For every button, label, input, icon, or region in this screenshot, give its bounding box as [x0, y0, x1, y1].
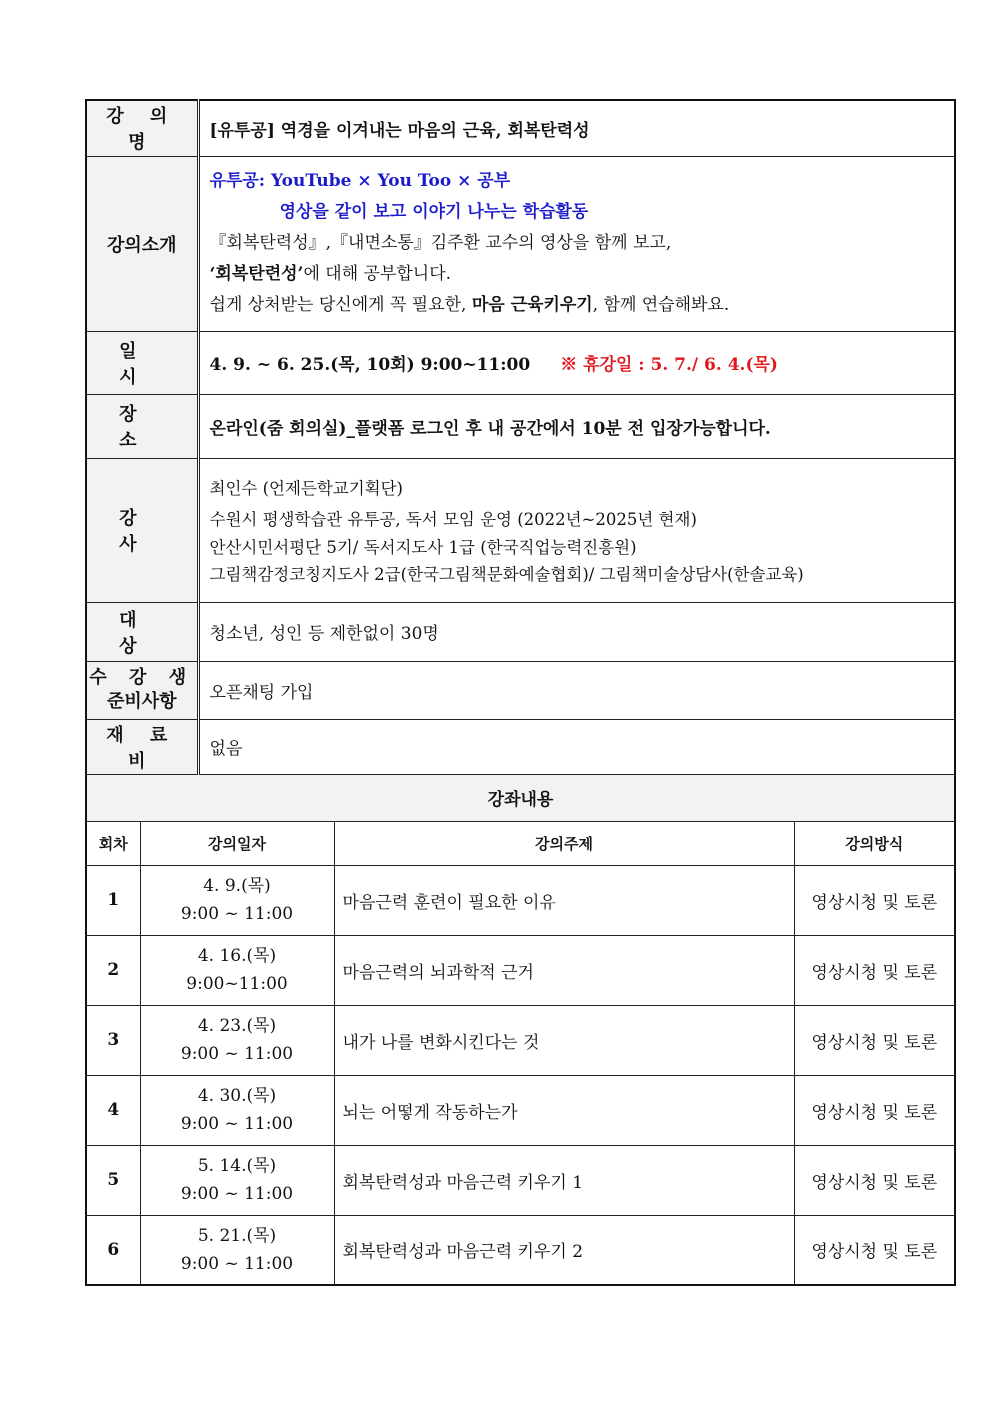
session-date-time: 9:00 ~ 11:00	[180, 1114, 294, 1134]
prep-value: 오픈채팅 가입	[198, 661, 955, 719]
intro-line-study-text: 에 대해 공부합니다.	[303, 264, 452, 284]
session-topic: 회복탄력성과 마음근력 키우기 2	[334, 1215, 794, 1285]
session-date-day: 5. 21.(목)	[197, 1225, 277, 1246]
place-value: 온라인(줌 회의실)_플랫폼 로그인 후 내 공간에서 10분 전 입장가능합니다.	[198, 394, 955, 458]
session-topic: 뇌는 어떻게 작동하는가	[334, 1075, 794, 1145]
session-no: 6	[86, 1215, 140, 1285]
intro-practice-a: 쉽게 상처받는 당신에게 꼭 필요한,	[209, 295, 472, 315]
session-date-time: 9:00 ~ 11:00	[180, 1253, 294, 1274]
session-topic: 마음근력 훈련이 필요한 이유	[334, 865, 794, 935]
session-date-time: 9:00~11:00	[186, 974, 288, 994]
session-date	[140, 935, 334, 1005]
label-schedule: 일 시	[86, 331, 198, 394]
label-fee: 재 료 비	[86, 719, 198, 774]
row-target	[86, 602, 955, 661]
header-topic: 강의주제	[334, 821, 794, 865]
intro-line-youtube: 유투공: YouTube × You Too × 공부	[209, 171, 511, 191]
row-fee	[86, 719, 955, 774]
session-date-day: 4. 23.(목)	[197, 1016, 277, 1036]
label-prep-line1: 수 강 생	[89, 667, 195, 688]
session-no: 4	[86, 1075, 140, 1145]
target-value: 청소년, 성인 등 제한없이 30명	[198, 602, 955, 661]
session-date-day: 4. 16.(목)	[197, 946, 277, 966]
header-session: 회차	[86, 821, 140, 865]
label-prep-line2: 준비사항	[106, 691, 177, 712]
session-date-day: 4. 9.(목)	[203, 876, 271, 896]
row-intro	[86, 156, 955, 331]
session-date	[140, 1215, 334, 1285]
course-info-table	[85, 99, 956, 1286]
row-prep	[86, 661, 955, 719]
instructor-content	[198, 458, 955, 602]
holiday-note: ※ 휴강일 : 5. 7./ 6. 4.(목)	[560, 355, 778, 375]
session-date	[140, 1005, 334, 1075]
table-row	[86, 1005, 955, 1075]
course-title: [유투공] 역경을 이겨내는 마음의 근육, 회복탄력성	[198, 100, 955, 156]
row-instructor	[86, 458, 955, 602]
session-topic: 회복탄력성과 마음근력 키우기 1	[334, 1145, 794, 1215]
intro-line-books: 『회복탄력성』,『내면소통』김주환 교수의 영상을 함께 보고,	[209, 233, 672, 253]
fee-value: 없음	[198, 719, 955, 774]
header-method: 강의방식	[794, 821, 955, 865]
intro-line-practice	[210, 290, 955, 321]
session-method: 영상시청 및 토론	[794, 935, 955, 1005]
table-row	[86, 865, 955, 935]
label-place: 장 소	[86, 394, 198, 458]
intro-line-study	[210, 259, 955, 290]
instructor-name: 최인수 (언제든학교기획단)	[209, 479, 403, 498]
row-place	[86, 394, 955, 458]
session-date	[140, 1145, 334, 1215]
content-title: 강좌내용	[86, 774, 955, 821]
table-row	[86, 1145, 955, 1215]
instructor-career-2: 안산시민서평단 5기/ 독서지도사 1급 (한국직업능력진흥원)	[209, 538, 637, 557]
intro-practice-keyword: 마음 근육키우기	[471, 295, 593, 315]
label-intro: 강의소개	[86, 156, 198, 331]
intro-keyword: ‘회복탄련성’	[209, 264, 304, 284]
session-date-day: 4. 30.(목)	[197, 1086, 277, 1106]
content-header-row	[86, 821, 955, 865]
session-no: 2	[86, 935, 140, 1005]
intro-line-activity: 영상을 같이 보고 이야기 나누는 학습활동	[279, 202, 589, 222]
label-instructor: 강 사	[86, 458, 198, 602]
header-date: 강의일자	[140, 821, 334, 865]
schedule-value: 4. 9. ~ 6. 25.(목, 10회) 9:00~11:00	[209, 355, 531, 375]
session-no: 5	[86, 1145, 140, 1215]
session-date	[140, 1075, 334, 1145]
session-date	[140, 865, 334, 935]
session-method: 영상시청 및 토론	[794, 1215, 955, 1285]
session-date-time: 9:00 ~ 11:00	[180, 1044, 294, 1064]
table-row	[86, 1215, 955, 1285]
session-method: 영상시청 및 토론	[794, 1005, 955, 1075]
session-method: 영상시청 및 토론	[794, 865, 955, 935]
session-date-day: 5. 14.(목)	[197, 1156, 277, 1176]
intro-practice-c: , 함께 연습해봐요.	[592, 295, 730, 315]
session-topic: 마음근력의 뇌과학적 근거	[334, 935, 794, 1005]
instructor-career-3: 그림책감정코칭지도사 2급(한국그림책문화예술협회)/ 그림책미술상담사(한솔교육)	[209, 565, 804, 584]
session-date-time: 9:00 ~ 11:00	[180, 904, 294, 924]
table-row	[86, 1075, 955, 1145]
row-course-name	[86, 100, 955, 156]
session-topic: 내가 나를 변화시킨다는 것	[334, 1005, 794, 1075]
row-schedule	[86, 331, 955, 394]
session-no: 3	[86, 1005, 140, 1075]
instructor-career-1: 수원시 평생학습관 유투공, 독서 모임 운영 (2022년~2025년 현재)	[209, 510, 697, 529]
session-no: 1	[86, 865, 140, 935]
label-prep	[86, 661, 198, 719]
schedule-content	[198, 331, 955, 394]
table-row	[86, 935, 955, 1005]
label-target: 대 상	[86, 602, 198, 661]
session-method: 영상시청 및 토론	[794, 1145, 955, 1215]
session-date-time: 9:00 ~ 11:00	[180, 1184, 294, 1204]
session-method: 영상시청 및 토론	[794, 1075, 955, 1145]
intro-content	[198, 156, 955, 331]
content-title-row	[86, 774, 955, 821]
course-document	[85, 99, 938, 1286]
label-course-name: 강 의 명	[86, 100, 198, 156]
